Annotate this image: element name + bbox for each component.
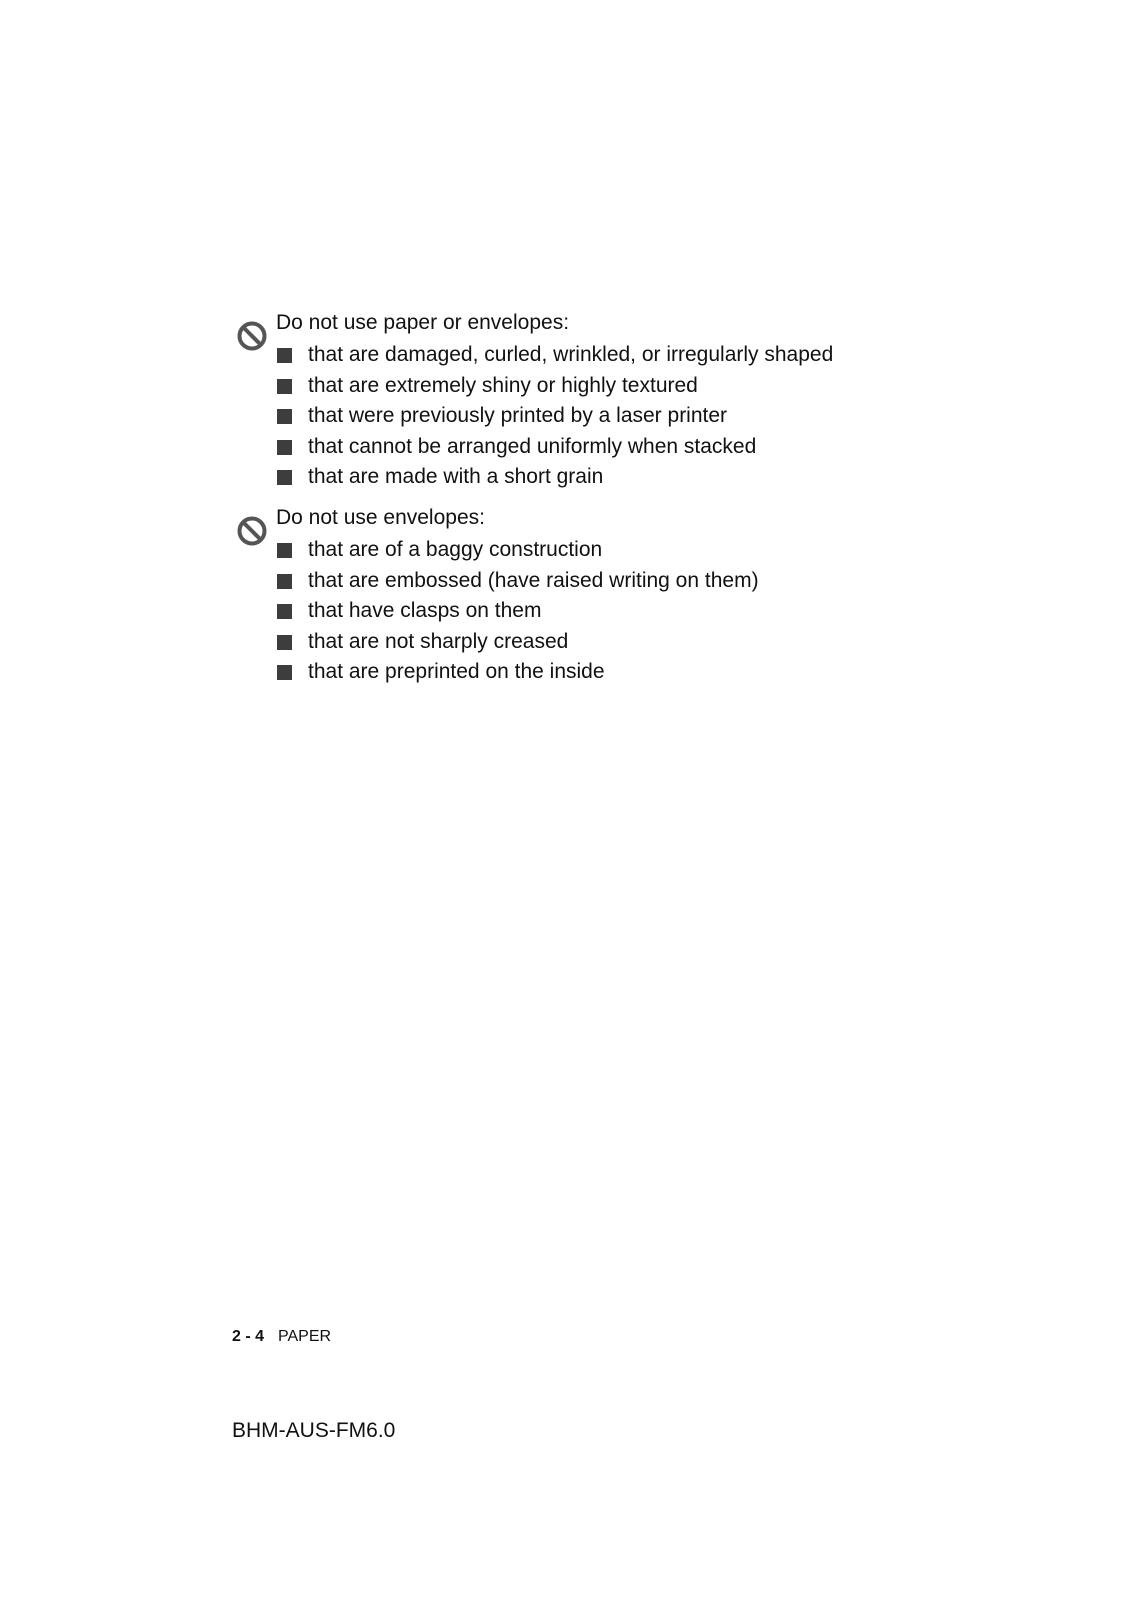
list-item: that are embossed (have raised writing on them) (276, 568, 759, 599)
list-item: that are preprinted on the inside (276, 659, 759, 690)
square-bullet-icon (277, 379, 292, 394)
list-item: that were previously printed by a laser printer (276, 403, 833, 434)
square-bullet-icon (277, 574, 292, 589)
square-bullet-icon (277, 543, 292, 558)
list-item: that are not sharply creased (276, 629, 759, 660)
square-bullet-icon (277, 440, 292, 455)
square-bullet-icon (277, 348, 292, 363)
square-bullet-icon (277, 470, 292, 485)
list-item: that are of a baggy construction (276, 537, 759, 568)
list-item: that cannot be arranged uniformly when stacked (276, 434, 833, 465)
notice-heading: Do not use paper or envelopes: (276, 311, 570, 334)
square-bullet-icon (277, 604, 292, 619)
list-item: that are damaged, curled, wrinkled, or irregularly shaped (276, 342, 833, 373)
notice-heading: Do not use envelopes: (276, 506, 485, 529)
square-bullet-icon (277, 665, 292, 680)
list-item: that are made with a short grain (276, 464, 833, 495)
list-item: that have clasps on them (276, 598, 759, 629)
list-item: that are extremely shiny or highly textured (276, 373, 833, 404)
notice-list (276, 537, 759, 690)
page-number: 2 - 4 (232, 1328, 265, 1345)
section-name: PAPER (278, 1328, 332, 1345)
document-code: BHM-AUS-FM6.0 (232, 1419, 396, 1442)
page-footer (232, 1327, 331, 1347)
notice-list (276, 342, 833, 495)
prohibited-icon (236, 515, 268, 547)
prohibited-icon (236, 320, 268, 352)
square-bullet-icon (277, 635, 292, 650)
square-bullet-icon (277, 409, 292, 424)
